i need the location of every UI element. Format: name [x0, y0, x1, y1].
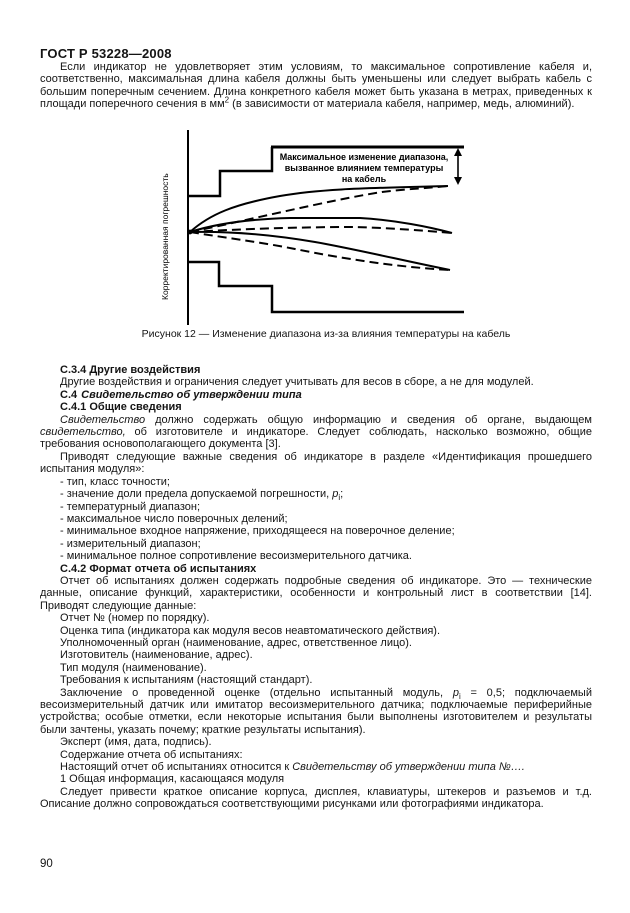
text-run: должно содержать общую информацию и сведения об органе, выдающем [145, 413, 592, 426]
report-line: Уполномоченный орган (наименование, адрес, ответственное лицо). [60, 636, 412, 649]
paragraph-conclusion [40, 687, 592, 737]
text-run: об изготовителе и индикаторе. Следует соблюдать, насколько возможно, общие требования основополагающего документа [3]. [40, 426, 592, 451]
annotation-line-3: на кабель [341, 173, 387, 184]
variable-p: p [452, 686, 459, 699]
temperature-cable-diagram [150, 128, 480, 328]
heading-c34: С.3.4 Другие воздействия [60, 364, 201, 377]
annotation-line-2: вызванное влиянием температуры [284, 162, 444, 173]
italic-certificate-2: свидетельство, [40, 426, 126, 439]
error-curves [190, 186, 452, 270]
list-item: - температурный диапазон; [60, 500, 201, 513]
subscript-i: i [458, 691, 461, 701]
report-line: Изготовитель (наименование, адрес). [60, 649, 253, 662]
list-item: - измерительный диапазон; [60, 537, 201, 550]
intro-paragraph [40, 61, 592, 111]
paragraph-final: Следует привести краткое описание корпуса, дисплея, клавиатуры, штекеров и разъемов и т.д. Описание должно сопровождаться соответствующими рисунками или фотографиями индикатора. [40, 785, 592, 811]
heading-c4-title: Свидетельство об утверждении типа [81, 388, 302, 401]
list-item-pi [40, 488, 592, 503]
text-run: Настоящий отчет об испытаниях относится к [60, 761, 293, 774]
report-line-contents: Содержание отчета об испытаниях: [60, 748, 243, 761]
text-run: ; [340, 488, 344, 501]
paragraph-c42-report: Отчет об испытаниях должен содержать подробные сведения об индикаторе. Это — технические данные, описание функций, характеристики, особенности и контрольный лист в соответствии [14]. Приводят следующие данные: [40, 574, 592, 612]
annotation-line-1: Максимальное изменение диапазона, [279, 151, 449, 162]
y-axis-label: Корректированная погрешность [160, 172, 170, 300]
variable-p: p [332, 488, 339, 501]
curve-top-solid [190, 186, 448, 232]
document-body [40, 364, 592, 811]
paragraph-c34: Другие воздействия и ограничения следует учитывать для весов в сборе, а не для модулей. [60, 376, 534, 389]
list-item: - тип, класс точности; [60, 475, 170, 488]
curve-origin-point [188, 229, 193, 234]
doc-number: ГОСТ Р 53228—2008 [40, 46, 172, 61]
report-line-expert: Эксперт (имя, дата, подпись). [60, 736, 212, 749]
paragraph-c41-general [40, 414, 592, 451]
subscript-i: i [338, 493, 341, 503]
intro-text-1: Если индикатор не удовлетворяет этим условиям, то максимальное сопротивление кабеля и, соответственно, максимальная длина кабеля должны быть уменьшены или следует выбрать кабель с большим поперечным сечением. Длина конкретного кабеля может быть указана в метрах, приведенных к площади поперечного сечения в мм [40, 61, 592, 111]
figure-12 [40, 128, 592, 328]
curve-mid-solid [190, 218, 452, 233]
list-item: - минимальное полное сопротивление весоизмерительного датчика. [60, 550, 412, 563]
curve-bottom-solid [190, 231, 450, 269]
text-run: Заключение о проведенной оценке (отдельно испытанный модуль, [60, 686, 453, 699]
report-line: Требования к испытаниям (настоящий стандарт). [60, 674, 313, 687]
intro-text-2: (в зависимости от материала кабеля, например, медь, алюминий). [229, 98, 575, 111]
paragraph-c41-identification: Приводят следующие важные сведения об индикаторе в разделе «Идентификация прошедшего испытания модуля»: [40, 450, 592, 476]
heading-c41: С.4.1 Общие сведения [60, 401, 182, 414]
range-arrow-icon [454, 148, 462, 185]
page-number: 90 [40, 858, 53, 870]
figure-caption: Рисунок 12 — Изменение диапазона из-за влияния температуры на кабель [141, 327, 511, 340]
heading-c4 [40, 389, 592, 401]
lower-step-envelope [188, 262, 464, 312]
annotation-box [280, 152, 449, 184]
heading-c42: С.4.2 Формат отчета об испытаниях [60, 562, 257, 575]
italic-certificate-1: Свидетельство [60, 413, 146, 426]
italic-type-approval: Свидетельству об утверждении типа №…. [292, 761, 525, 774]
intro-superscript: 2 [224, 95, 230, 105]
report-line: Тип модуля (наименование). [60, 661, 207, 674]
report-line: Оценка типа (индикатора как модуля весов неавтоматического действия). [60, 624, 441, 637]
list-item: - минимальное входное напряжение, приходящееся на поверочное деление; [60, 525, 455, 538]
text-run: = 0,5; подключаемый весоизмерительный датчик или имитатор весоизмерительного датчика; подключаемые периферийные устройства; особые отметки, если некоторые испытания были выполнены изготовителем и результаты были зачтены, указать почему; краткие результаты испытания). [40, 686, 592, 736]
paragraph-report-reference [40, 761, 592, 773]
text-run: - значение доли предела допускаемой погрешности, [60, 488, 333, 501]
heading-c4-number: С.4 [60, 388, 78, 401]
list-item: - максимальное число поверочных делений; [60, 512, 288, 525]
report-line: Отчет № (номер по порядку). [60, 612, 210, 625]
curve-bottom-dashed [190, 232, 450, 270]
report-line-module-info: 1 Общая информация, касающаяся модуля [60, 773, 285, 786]
upper-step-envelope [188, 147, 272, 196]
